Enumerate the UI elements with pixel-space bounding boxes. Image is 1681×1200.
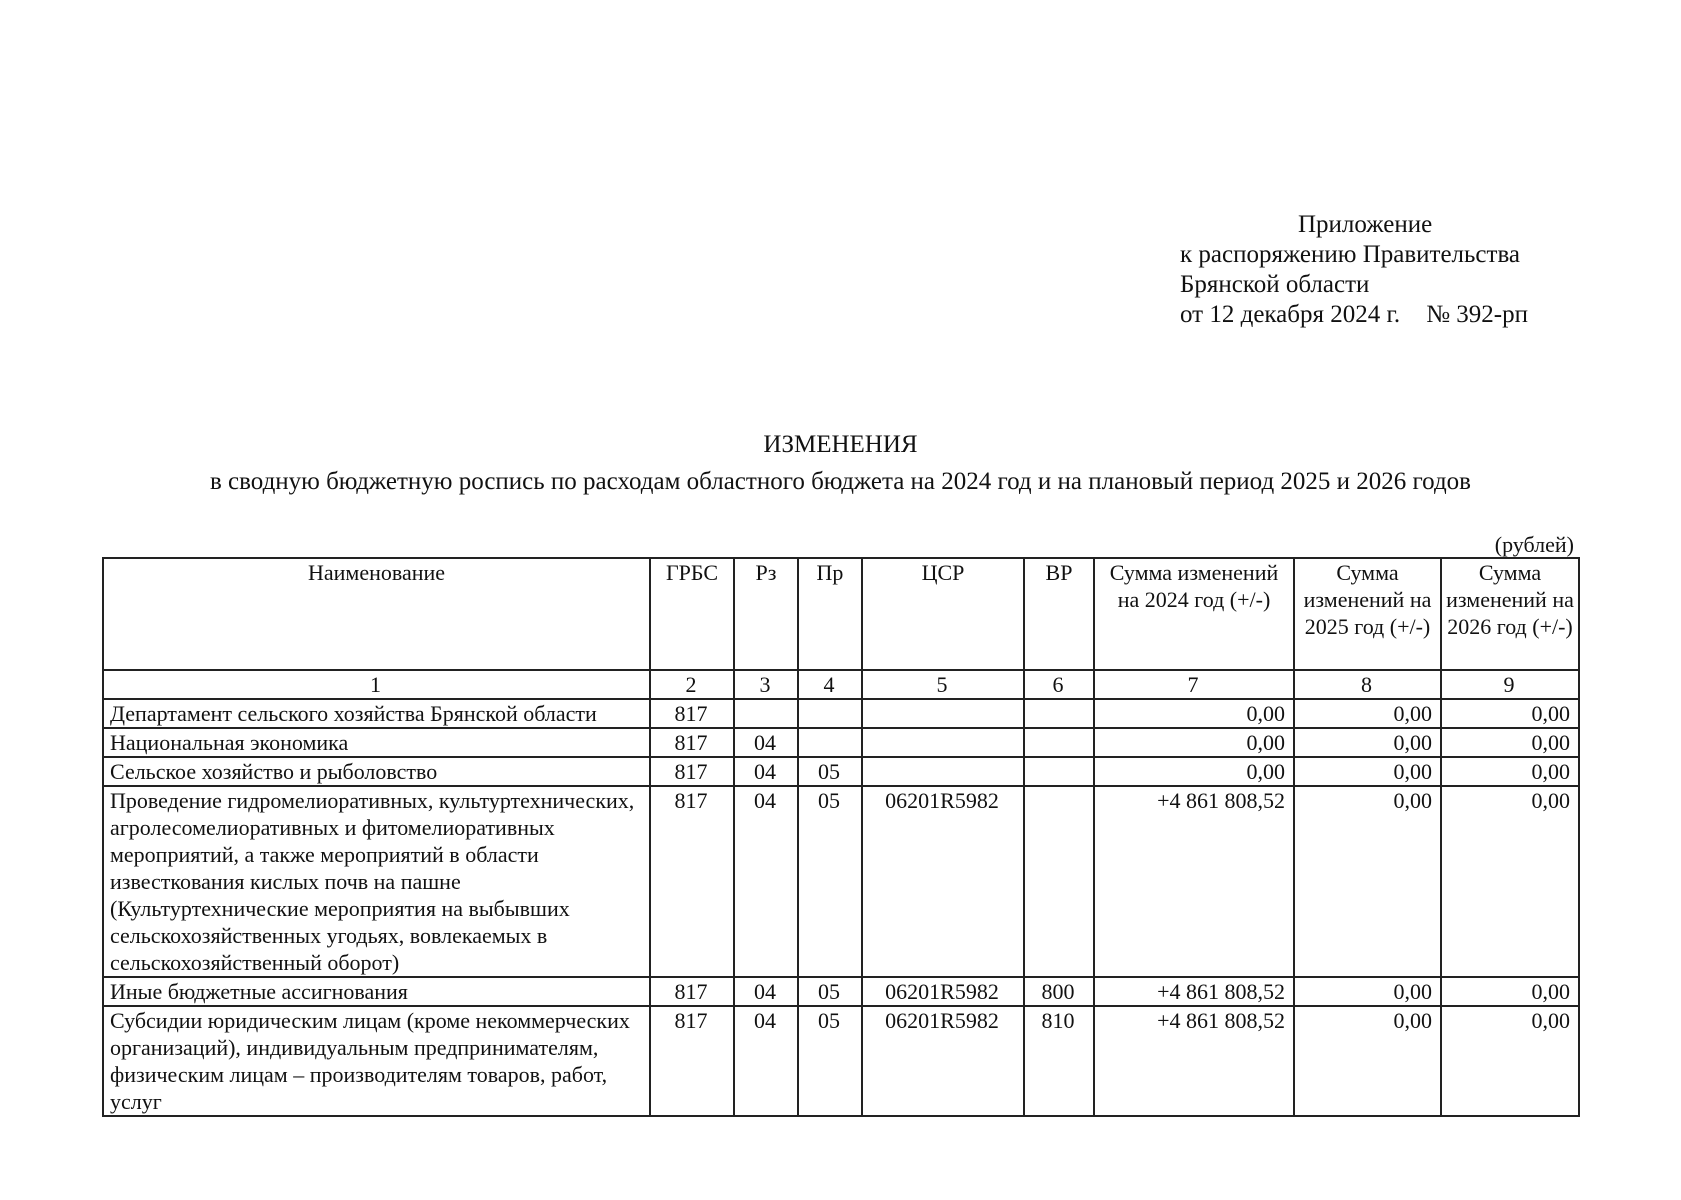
row-grbs: 817 <box>650 1006 734 1116</box>
row-sum-2025: 0,00 <box>1294 977 1441 1006</box>
row-name: Субсидии юридическим лицам (кроме некоммерческих организаций), индивидуальным предпринимателям, физическим лицам – производителям товаров, работ, услуг <box>103 1006 650 1116</box>
row-sum-2026: 0,00 <box>1441 977 1579 1006</box>
document-subtitle: в сводную бюджетную роспись по расходам областного бюджета на 2024 год и на плановый период 2025 и 2026 годов <box>210 468 1471 495</box>
row-csr: 06201R5982 <box>862 1006 1024 1116</box>
row-csr <box>862 757 1024 786</box>
row-pr: 05 <box>798 1006 862 1116</box>
row-rz: 04 <box>734 977 798 1006</box>
row-pr: 05 <box>798 786 862 977</box>
header-sum-2024: Сумма изменений на 2024 год (+/-) <box>1094 558 1294 670</box>
document-title: ИЗМЕНЕНИЯ <box>763 431 918 458</box>
header-rz: Рз <box>734 558 798 670</box>
header-name: Наименование <box>103 558 650 670</box>
row-sum-2024: 0,00 <box>1094 728 1294 757</box>
row-name: Департамент сельского хозяйства Брянской области <box>103 699 650 728</box>
appendix-date-number <box>1180 300 1528 330</box>
row-name: Сельское хозяйство и рыболовство <box>103 757 650 786</box>
column-number: 1 <box>103 670 650 699</box>
column-number: 3 <box>734 670 798 699</box>
row-sum-2026: 0,00 <box>1441 1006 1579 1116</box>
column-number: 8 <box>1294 670 1441 699</box>
header-row <box>103 558 1579 670</box>
budget-changes-table <box>102 557 1580 1117</box>
row-name: Национальная экономика <box>103 728 650 757</box>
column-number: 2 <box>650 670 734 699</box>
row-grbs: 817 <box>650 728 734 757</box>
row-rz: 04 <box>734 728 798 757</box>
table-row <box>103 1006 1579 1116</box>
row-pr: 05 <box>798 977 862 1006</box>
row-vr: 810 <box>1024 1006 1094 1116</box>
table-row <box>103 757 1579 786</box>
column-number-row <box>103 670 1579 699</box>
appendix-region: Брянской области <box>1180 271 1370 298</box>
row-vr <box>1024 728 1094 757</box>
row-sum-2024: +4 861 808,52 <box>1094 977 1294 1006</box>
row-rz: 04 <box>734 757 798 786</box>
table-row <box>103 977 1579 1006</box>
appendix-label: Приложение <box>1298 211 1433 238</box>
row-sum-2024: +4 861 808,52 <box>1094 1006 1294 1116</box>
units-label: (рублей) <box>1494 532 1574 557</box>
row-csr: 06201R5982 <box>862 977 1024 1006</box>
row-sum-2026: 0,00 <box>1441 757 1579 786</box>
row-name: Иные бюджетные ассигнования <box>103 977 650 1006</box>
row-sum-2026: 0,00 <box>1441 786 1579 977</box>
row-vr: 800 <box>1024 977 1094 1006</box>
row-sum-2025: 0,00 <box>1294 699 1441 728</box>
row-pr: 05 <box>798 757 862 786</box>
row-sum-2026: 0,00 <box>1441 699 1579 728</box>
row-rz <box>734 699 798 728</box>
row-sum-2025: 0,00 <box>1294 757 1441 786</box>
table-row <box>103 728 1579 757</box>
header-pr: Пр <box>798 558 862 670</box>
row-rz: 04 <box>734 1006 798 1116</box>
appendix-date: от 12 декабря 2024 г. <box>1180 301 1401 328</box>
row-csr <box>862 699 1024 728</box>
appendix-number: № 392-рп <box>1426 301 1528 328</box>
header-vr: ВР <box>1024 558 1094 670</box>
row-sum-2025: 0,00 <box>1294 728 1441 757</box>
row-csr <box>862 728 1024 757</box>
row-vr <box>1024 786 1094 977</box>
table-row <box>103 786 1579 977</box>
row-grbs: 817 <box>650 786 734 977</box>
header-sum-2026: Сумма изменений на 2026 год (+/-) <box>1441 558 1579 670</box>
row-name: Проведение гидромелиоративных, культуртехнических, агролесомелиоративных и фитомелиоративных мероприятий, а также мероприятий в области известкования кислых почв на пашне (Культуртехнические мероприятия на выбывших сельскохозяйственных угодьях, вовлекаемых в сельскохозяйственный оборот) <box>103 786 650 977</box>
header-csr: ЦСР <box>862 558 1024 670</box>
row-sum-2024: +4 861 808,52 <box>1094 786 1294 977</box>
row-rz: 04 <box>734 786 798 977</box>
column-number: 9 <box>1441 670 1579 699</box>
header-sum-2025: Сумма изменений на 2025 год (+/-) <box>1294 558 1441 670</box>
row-sum-2024: 0,00 <box>1094 699 1294 728</box>
row-sum-2025: 0,00 <box>1294 1006 1441 1116</box>
row-grbs: 817 <box>650 699 734 728</box>
row-sum-2025: 0,00 <box>1294 786 1441 977</box>
appendix-order-reference: к распоряжению Правительства <box>1180 241 1521 268</box>
appendix-block <box>1180 210 1528 330</box>
header-grbs: ГРБС <box>650 558 734 670</box>
table-row <box>103 699 1579 728</box>
column-number: 4 <box>798 670 862 699</box>
column-number: 7 <box>1094 670 1294 699</box>
row-csr: 06201R5982 <box>862 786 1024 977</box>
row-pr <box>798 699 862 728</box>
row-sum-2026: 0,00 <box>1441 728 1579 757</box>
row-vr <box>1024 757 1094 786</box>
row-grbs: 817 <box>650 977 734 1006</box>
row-pr <box>798 728 862 757</box>
row-sum-2024: 0,00 <box>1094 757 1294 786</box>
row-grbs: 817 <box>650 757 734 786</box>
row-vr <box>1024 699 1094 728</box>
column-number: 5 <box>862 670 1024 699</box>
column-number: 6 <box>1024 670 1094 699</box>
